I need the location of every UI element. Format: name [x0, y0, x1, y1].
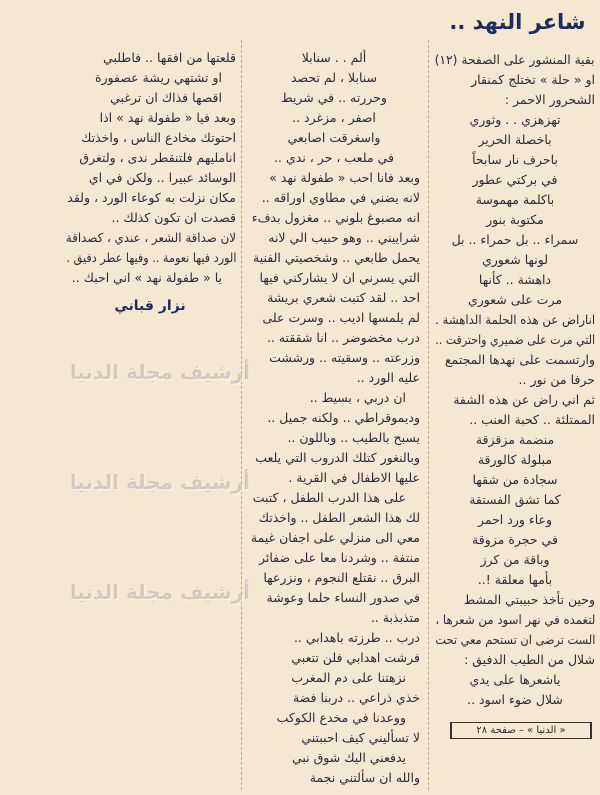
text-line [435, 170, 595, 190]
text-line-content: وديموقراطي .. ولكنه جميل .. [267, 410, 420, 425]
text-line-content: وبعد فيا « طفولة نهد » اذا [99, 110, 236, 125]
text-line-content: مكان نزلت به كوعاء الورد ، ولقد [67, 190, 236, 205]
text-line [435, 690, 595, 710]
text-line-content: شلال من الطيب الدفيق : [464, 652, 595, 667]
text-line [248, 368, 420, 388]
text-line-content: خذي ذراعي .. دربنا فضة [292, 690, 420, 705]
text-line-content: لم يلمسها اديب .. وسرت على [262, 310, 420, 325]
text-line-content: او « حلة » تختلج كمنقار [471, 72, 595, 87]
text-line-content: وحين تأخذ حبيبتي المشط [463, 592, 595, 607]
text-line-content: انامليهم فلتنقطر ندى ، ولتغرق [79, 150, 236, 165]
text-line-content: فرشت اهدابي فلن تتعبي [291, 650, 420, 665]
text-line [248, 48, 420, 68]
text-line-content: وحررته .. في شريط [281, 90, 387, 105]
text-line-content: سنابلا ، لم تحصد [290, 70, 378, 85]
text-line [435, 150, 595, 170]
text-line [435, 130, 595, 150]
text-line [248, 488, 420, 508]
text-line [66, 228, 236, 248]
text-line [435, 50, 595, 70]
text-line [435, 550, 595, 570]
text-line [435, 370, 595, 390]
text-line [248, 748, 420, 768]
text-line [435, 610, 595, 630]
text-line [248, 668, 420, 688]
text-line-content: مبلولة كالورقة [477, 452, 553, 467]
text-line [435, 210, 595, 230]
text-line-content: مكتوبة بنور [486, 212, 544, 227]
text-line-content: يحمل طابعي .. وشخصيتي الفنية [253, 250, 420, 265]
text-line [435, 530, 595, 550]
text-line [66, 248, 236, 268]
text-line [435, 270, 595, 290]
text-line-content: بقية المنشور على الصفحة (١٢) [435, 52, 595, 67]
text-line-content: يدفعني اليك شوق نبي [291, 750, 406, 765]
text-line-content: لونها شعوري [481, 252, 549, 267]
page-footer: « الدنيا » – صفحة ٢٨ [450, 722, 592, 739]
text-line [248, 448, 420, 468]
text-line-content: وبعد فانا احب « طفولة نهد » [269, 170, 420, 185]
text-line [248, 628, 420, 648]
text-line [248, 228, 420, 248]
text-line-content: ألم . . سنابلا [301, 50, 367, 65]
article-title: شاعر النهد .. [449, 10, 586, 34]
text-line [248, 468, 420, 488]
text-line [66, 268, 236, 288]
text-line-content: وارتسمت على نهدها المجتمع [444, 352, 595, 367]
article-column-right [435, 50, 595, 710]
text-line-content: عليه الورد .. [356, 370, 420, 385]
text-line-content: في ملعب ، حر ، ندي .. [274, 150, 394, 165]
text-line [248, 708, 420, 728]
text-line [248, 248, 420, 268]
text-line-content: وباقة من كرز [480, 552, 550, 567]
column-divider [428, 40, 429, 790]
text-line-content: وزرعته .. وسقيته .. ورششت [269, 350, 420, 365]
text-line-content: لتغمده في نهر اسود من شعرها ، [435, 612, 595, 627]
text-line-content: التي مرت على ضميري واحترقت .. [435, 332, 595, 347]
text-line-content: احد .. لقد كتبت شعري بريشة [267, 290, 420, 305]
text-line [248, 148, 420, 168]
text-line-content: ياشعرها على يدي [469, 672, 561, 687]
text-line-content: لك هذا الشعر الطفل .. واخذتك [258, 510, 420, 525]
text-line-content: يسبح بالطيب .. وباللون .. [287, 430, 420, 445]
text-line [435, 310, 595, 330]
text-line [435, 450, 595, 470]
article-column-left [66, 48, 236, 288]
text-line-content: ثم اني راض عن هذه الشفة [453, 392, 595, 407]
text-line-content: على هذا الدرب الطفل ، كتبت [252, 490, 406, 505]
text-line [248, 208, 420, 228]
text-line-content: اقصها فذاك ان ترغبي [110, 90, 222, 105]
text-line-content: وبالنغور كتلك الدروب التي يلعب [255, 450, 420, 465]
text-line-content: الست ترضى ان تستحم معي تحت [434, 632, 595, 647]
text-line-content: التي يسرني ان لا يشاركني فيها [259, 270, 420, 285]
text-line [248, 68, 420, 88]
text-line [248, 128, 420, 148]
text-line-content: باخصلة الحرير [478, 132, 552, 147]
text-line-content: حرفا من نور .. [518, 372, 595, 387]
text-line [435, 90, 595, 110]
text-line-content: تهزهزي . . وثوري [469, 112, 561, 127]
text-line [248, 168, 420, 188]
text-line-content: قصدت ان تكون كذلك .. [111, 210, 236, 225]
text-line [435, 70, 595, 90]
text-line-content: اصفر ، مزغرد .. [292, 110, 376, 125]
text-line-content: معي الى منزلي على اجفان غيمة [250, 530, 420, 545]
text-line [248, 88, 420, 108]
text-line [248, 308, 420, 328]
text-line-content: درب مخضوضر .. انا شققته .. [266, 330, 420, 345]
text-line [435, 670, 595, 690]
text-line-content: عليها الاطفال في القرية . [288, 470, 420, 485]
text-line [435, 410, 595, 430]
text-line-content: شراييني .. وهو حبيب الي لانه [268, 230, 420, 245]
text-line [435, 430, 595, 450]
text-line [66, 188, 236, 208]
text-line [248, 548, 420, 568]
text-line [435, 330, 595, 350]
text-line-content: لانه يضني في مطاوي اوراقه .. [261, 190, 420, 205]
text-line-content: مرت على شعوري [467, 292, 563, 307]
text-line [435, 650, 595, 670]
text-line-content: والله ان سألتني نجمة [309, 770, 420, 785]
text-line [248, 768, 420, 788]
text-line-content: او تشتهي ريشة عصفورة [94, 70, 222, 85]
text-line [435, 110, 595, 130]
text-line [435, 250, 595, 270]
text-line-content: يا « طفولة نهد » اني احبك .. [71, 270, 222, 285]
text-line-content: داهشة .. كأنها [478, 272, 552, 287]
text-line [248, 728, 420, 748]
text-line [435, 290, 595, 310]
text-line-content: اناراض عن هذه الحلمة الداهشة . [435, 312, 595, 327]
text-line [435, 190, 595, 210]
text-line-content: في حجرة مزوقة [472, 532, 558, 547]
text-line-content: قلعتها من افقها .. فاطلبي [103, 50, 236, 65]
text-line [435, 230, 595, 250]
text-line [66, 168, 236, 188]
text-line-content: الشحرور الاحمر : [504, 92, 595, 107]
column-divider [241, 40, 242, 790]
text-line-content: الوسائد عبيرا .. ولكن في اي [88, 170, 236, 185]
text-line [248, 688, 420, 708]
text-line [248, 608, 420, 628]
watermark: أرشيف مجلة الدنيا [70, 470, 251, 494]
text-line [248, 268, 420, 288]
text-line-content: البرق .. نقتلع النجوم ، ونزرعها [263, 570, 420, 585]
text-line [435, 590, 595, 610]
text-line [66, 108, 236, 128]
text-line-content: انه مصبوغ بلوني .. مغزول بدفء [251, 210, 420, 225]
text-line-content: درب .. طرزته باهدابي .. [293, 630, 420, 645]
text-line [66, 88, 236, 108]
text-line-content: في صدور النساء حلما وعوشة [266, 590, 420, 605]
text-line-content: نزهتنا على دم المغرب [291, 670, 406, 685]
text-line [435, 490, 595, 510]
text-line-content: بأمها معلقة !.. [477, 572, 553, 587]
text-line-content: منتفة .. وشردنا معا على ضفائر [258, 550, 420, 565]
text-line [66, 208, 236, 228]
text-line [248, 288, 420, 308]
text-line-content: شلال ضوء اسود .. [467, 692, 563, 707]
text-line-content: متذبذبة .. [370, 610, 420, 625]
text-line-content: سمراء .. بل حمراء .. بل [451, 232, 579, 247]
text-line-content: لان صداقة الشعر ، عندي ، كصداقة [65, 230, 236, 245]
text-line [248, 188, 420, 208]
text-line [435, 350, 595, 370]
text-line [66, 68, 236, 88]
text-line-content: ان دربي ، بسيط .. [309, 390, 406, 405]
text-line-content: الورد فيها نعومة .. وفيها عطر دفيق . [66, 250, 236, 265]
text-line [435, 630, 595, 650]
text-line-content: الممتلئة .. كحبة العنب .. [469, 412, 595, 427]
text-line [248, 408, 420, 428]
author-signature: نزار قباني [114, 298, 186, 314]
text-line-content: ووعدنا في مخدع الكوكب [276, 710, 406, 725]
text-line [248, 428, 420, 448]
text-line [248, 568, 420, 588]
text-line [435, 470, 595, 490]
text-line [66, 128, 236, 148]
text-line [248, 328, 420, 348]
text-line [435, 570, 595, 590]
text-line [66, 148, 236, 168]
text-line-content: احتوتك مخادع الناس ، واخذتك [81, 130, 236, 145]
text-line-content: باكلمة مهموسة [475, 192, 555, 207]
text-line-content: كما تشق الفستقة [469, 492, 561, 507]
text-line-content: وعاء ورد احمر [477, 512, 553, 527]
text-line [435, 510, 595, 530]
text-line-content: لا تسأليني كيف احببتني [301, 730, 420, 745]
article-column-middle [248, 48, 420, 788]
text-line-content: واسغرقت اصابعي [287, 130, 381, 145]
text-line [248, 388, 420, 408]
text-line [248, 108, 420, 128]
text-line-content: باحرف نار سابحاً [472, 152, 558, 167]
text-line [66, 48, 236, 68]
text-line [248, 348, 420, 368]
text-line-content: منضمة مزقزقة [475, 432, 555, 447]
text-line-content: في بركتي عطور [472, 172, 558, 187]
text-line [435, 390, 595, 410]
text-line [248, 508, 420, 528]
watermark: أرشيف مجلة الدنيا [70, 360, 251, 384]
watermark: أرشيف مجلة الدنيا [70, 580, 251, 604]
text-line [248, 648, 420, 668]
text-line [248, 588, 420, 608]
text-line [248, 528, 420, 548]
text-line-content: سجادة من شقها [472, 472, 558, 487]
